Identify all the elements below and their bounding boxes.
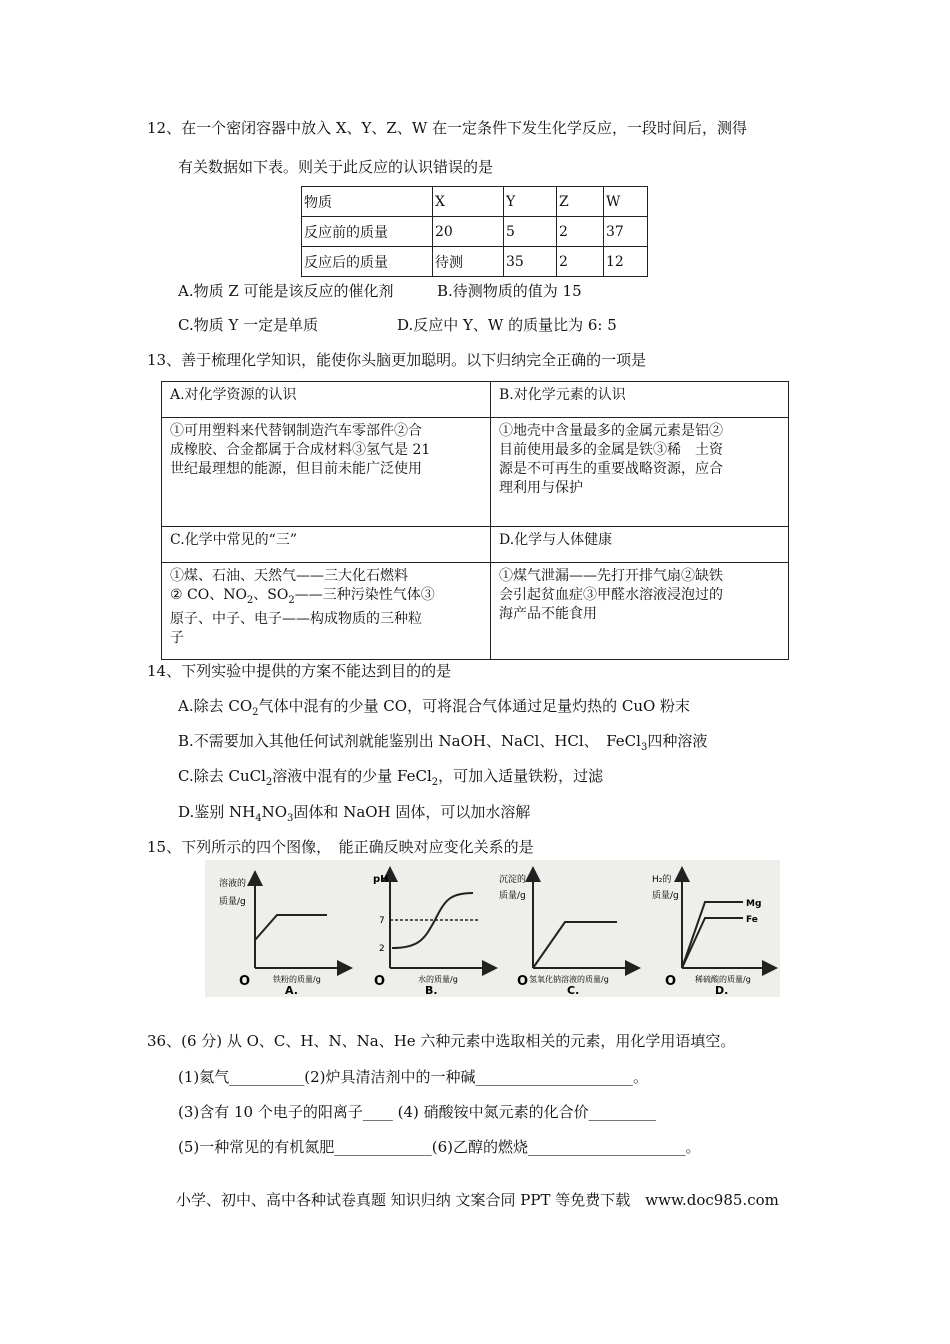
table-cell: 待测 [433,247,504,277]
graph-a-xlabel: 铁粉的质量/g [273,975,321,984]
text-line: ①煤气泄漏——先打开排气扇②缺铁 [499,568,723,584]
table-cell: 物质 [302,187,433,217]
q15-graphs-svg [205,860,780,997]
graph-c-origin: O [517,974,529,989]
text-span: B.不需要加入其他任何试剂就能鉴别出 NaOH、NaCl、HCl、 FeCl [178,732,641,750]
page-footer: 小学、初中、高中各种试卷真题 知识归纳 文案合同 PPT 等免费下载 www.doc985.com [176,1191,779,1209]
text-span: A.除去 CO [178,697,253,715]
q13-option-c-body [162,563,491,660]
graph-b-tick-2: 2 [379,944,385,954]
q12-option-b: B.待测物质的值为 15 [437,282,582,300]
text-span: ，可加入适量铁粉，过滤 [438,767,604,785]
graph-a-ylabel: 溶液的 [219,879,247,889]
text-line: 源是不可再生的重要战略资源，应合 [499,461,723,477]
q13-options-table [161,381,789,660]
table-cell: 20 [433,217,504,247]
text-span: 固体和 NaOH 固体，可以加水溶解 [293,803,531,821]
q15-stem: 15、下列所示的四个图像， 能正确反映对应变化关系的是 [147,838,534,856]
subscript: 4 [255,813,262,824]
text-line: 海产品不能食用 [499,606,597,622]
graph-d [652,873,770,997]
q36-stem: 36、(6 分) 从 O、C、H、N、Na、He 六种元素中选取相关的元素，用化学用语填空。 [147,1032,736,1050]
q13-option-a-body [162,418,491,527]
q36-line-1: (1)氦气__________(2)炉具清洁剂中的一种碱_____________________。 [178,1068,648,1086]
q14-option-c [178,766,603,793]
graph-a-letter: A. [285,984,298,997]
graph-d-origin: O [665,974,677,989]
subscript: 2 [288,594,295,606]
graph-c-xlabel: 氢氧化钠溶液的质量/g [529,975,609,984]
subscript: 2 [246,594,254,606]
text-span: D.鉴别 NH [178,803,256,821]
table-cell: 12 [604,247,648,277]
table-cell: Z [557,187,604,217]
subscript: 2 [431,777,439,788]
table-row [162,527,789,563]
graph-b-xlabel: 水的质量/g [418,975,458,984]
text-span: 气体中混有的少量 CO，可将混合气体通过足量灼热的 CuO 粉末 [258,697,691,715]
table-row [302,217,648,247]
subscript: 3 [640,742,648,753]
text-line: 子 [170,629,184,646]
table-cell: 反应后的质量 [302,247,433,277]
q13-option-d-body [491,563,789,660]
graph-c-ylabel-unit: 质量/g [499,891,526,901]
q15-graphs-image [205,860,780,997]
text-span: 、SO [253,587,289,603]
text-span: NO [261,803,288,821]
text-span: 四种溶液 [647,732,708,750]
q12-option-a: A.物质 Z 可能是该反应的催化剂 [178,282,394,300]
graph-d-label-mg: Mg [746,899,762,909]
graph-c-ylabel: 沉淀的 [499,875,527,885]
table-cell: 37 [604,217,648,247]
graph-d-ylabel-unit: 质量/g [652,891,679,901]
graph-a-origin: O [239,974,251,989]
text-span: C.除去 CuCl [178,767,266,785]
graph-d-letter: D. [715,984,729,997]
table-row [162,382,789,418]
q14-stem: 14、下列实验中提供的方案不能达到目的的是 [147,662,452,680]
table-cell: 2 [557,247,604,277]
table-cell: X [433,187,504,217]
text-line: 理利用与保护 [499,480,583,496]
q13-option-a-title: A.对化学资源的认识 [162,382,491,418]
q13-option-d-title: D.化学与人体健康 [491,527,789,563]
q36-line-2: (3)含有 10 个电子的阳离子____ (4) 硝酸铵中氮元素的化合价_________ [178,1103,657,1121]
text-span: 溶液中混有的少量 FeCl [272,767,432,785]
table-cell: W [604,187,648,217]
graph-a-ylabel-unit: 质量/g [219,897,246,907]
table-cell: 5 [504,217,557,247]
q36-line-3: (5)一种常见的有机氮肥_____________(6)乙醇的燃烧_____________________。 [178,1138,701,1156]
table-cell: 35 [504,247,557,277]
graph-c [499,873,633,997]
q14-option-b [178,731,707,758]
text-line [170,586,482,610]
q13-option-b-title: B.对化学元素的认识 [491,382,789,418]
q14-option-d [178,802,530,829]
q13-option-c-title: C.化学中常见的“三” [162,527,491,563]
table-row [302,247,648,277]
graph-d-label-fe: Fe [746,915,758,925]
graph-d-xlabel: 稀硫酸的质量/g [695,975,751,984]
graph-b-tick-7: 7 [379,916,385,926]
q12-stem-line2: 有关数据如下表。则关于此反应的认识错误的是 [178,158,494,176]
subscript: 2 [265,777,273,788]
graph-d-ylabel: H₂的 [652,875,672,885]
q12-data-table [301,186,648,277]
graph-a-curve [255,915,327,940]
q12-option-d: D.反应中 Y、W 的质量比为 6: 5 [397,316,617,334]
text-span: ——三种污染性气体③ [294,587,435,603]
graph-c-letter: C. [567,984,580,997]
q13-option-b-body [491,418,789,527]
table-cell: 2 [557,217,604,247]
graph-a [219,877,345,997]
text-line: 目前使用最多的金属是铁③稀 土资 [499,442,723,458]
graph-b-ylabel: pH [373,874,389,885]
text-line: 世纪最理想的能源，但目前未能广泛使用 [170,461,422,477]
subscript: 2 [252,707,259,718]
text-line: 会引起贫血症③甲醛水溶液浸泡过的 [499,587,723,603]
table-row [162,418,789,527]
table-row [302,187,648,217]
text-span: ② CO、NO [170,587,247,603]
graph-b [373,874,490,997]
text-line: ①地壳中含量最多的金属元素是铝② [499,423,723,439]
table-cell: Y [504,187,557,217]
subscript: 3 [287,813,294,824]
table-cell: 反应前的质量 [302,217,433,247]
q14-option-a [178,696,690,723]
graph-c-curve [533,922,617,968]
text-line: ①可用塑料来代替钢制造汽车零部件②合 [170,423,422,439]
q12-stem-line1: 12、在一个密闭容器中放入 X、Y、Z、W 在一定条件下发生化学反应，一段时间后，测得 [147,119,748,137]
text-line: 原子、中子、电子——构成物质的三种粒 [170,610,422,627]
q13-stem: 13、善于梳理化学知识，能使你头脑更加聪明。以下归纳完全正确的一项是 [147,351,647,369]
table-row [162,563,789,660]
graph-d-series-mg [682,902,743,968]
text-line: 成橡胶、合金都属于合成材料③氢气是 21 [170,442,431,458]
graph-b-letter: B. [425,984,438,997]
graph-b-origin: O [374,974,386,989]
q12-option-c: C.物质 Y 一定是单质 [178,316,319,334]
text-line: ①煤、石油、天然气——三大化石燃料 [170,568,408,584]
